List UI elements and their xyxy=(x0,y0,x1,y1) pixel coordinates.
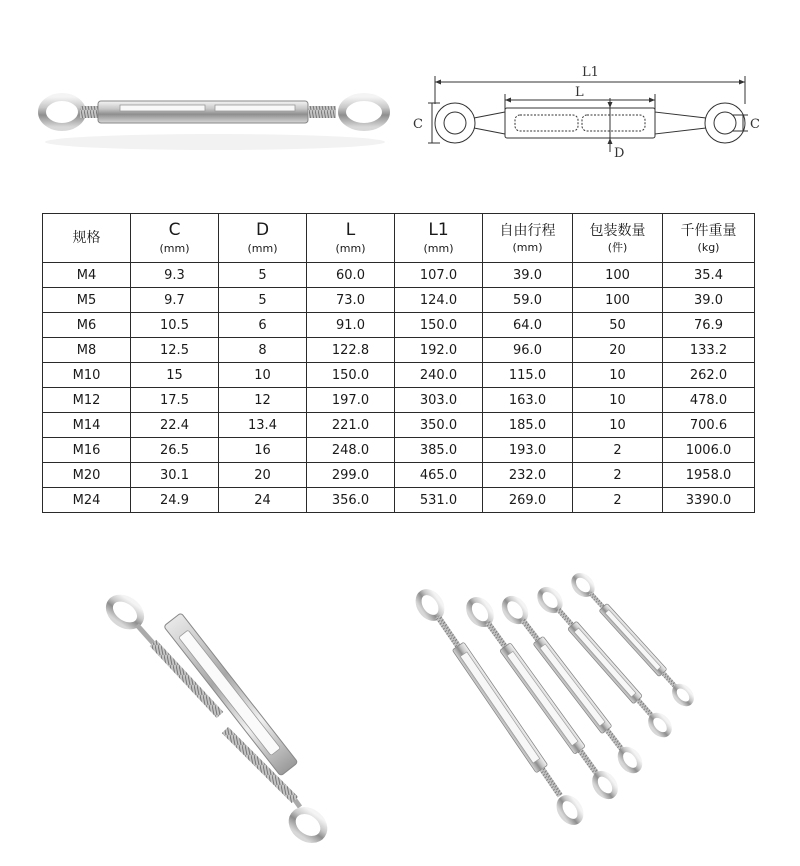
value-cell: 240.0 xyxy=(395,363,483,388)
spec-cell: M6 xyxy=(43,313,131,338)
value-cell: 10.5 xyxy=(131,313,219,338)
value-cell: 35.4 xyxy=(663,263,755,288)
spec-cell: M4 xyxy=(43,263,131,288)
header-weight: 千件重量 (kg) xyxy=(663,214,755,263)
label-c-right: C xyxy=(750,117,760,132)
table-header-row xyxy=(43,214,755,263)
header-c: C (mm) xyxy=(131,214,219,263)
value-cell: 10 xyxy=(573,363,663,388)
value-cell: 185.0 xyxy=(483,413,573,438)
value-cell: 59.0 xyxy=(483,288,573,313)
value-cell: 6 xyxy=(219,313,307,338)
value-cell: 122.8 xyxy=(307,338,395,363)
value-cell: 76.9 xyxy=(663,313,755,338)
dimension-diagram xyxy=(410,60,770,170)
value-cell: 478.0 xyxy=(663,388,755,413)
value-cell: 10 xyxy=(573,388,663,413)
value-cell: 9.3 xyxy=(131,263,219,288)
value-cell: 100 xyxy=(573,288,663,313)
label-l: L xyxy=(575,85,584,100)
label-d: D xyxy=(614,146,625,161)
header-free-travel: 自由行程 (mm) xyxy=(483,214,573,263)
value-cell: 26.5 xyxy=(131,438,219,463)
turnbuckle-photo-disassembled xyxy=(95,585,345,855)
spec-cell: M12 xyxy=(43,388,131,413)
spec-cell: M8 xyxy=(43,338,131,363)
table-row xyxy=(43,413,755,438)
value-cell: 197.0 xyxy=(307,388,395,413)
spec-cell: M16 xyxy=(43,438,131,463)
value-cell: 385.0 xyxy=(395,438,483,463)
value-cell: 163.0 xyxy=(483,388,573,413)
value-cell: 50 xyxy=(573,313,663,338)
value-cell: 16 xyxy=(219,438,307,463)
header-l1: L1 (mm) xyxy=(395,214,483,263)
value-cell: 73.0 xyxy=(307,288,395,313)
value-cell: 2 xyxy=(573,438,663,463)
value-cell: 60.0 xyxy=(307,263,395,288)
table-row xyxy=(43,438,755,463)
value-cell: 2 xyxy=(573,488,663,513)
value-cell: 10 xyxy=(219,363,307,388)
value-cell: 107.0 xyxy=(395,263,483,288)
table-row xyxy=(43,313,755,338)
value-cell: 221.0 xyxy=(307,413,395,438)
value-cell: 124.0 xyxy=(395,288,483,313)
spec-cell: M20 xyxy=(43,463,131,488)
value-cell: 5 xyxy=(219,263,307,288)
value-cell: 299.0 xyxy=(307,463,395,488)
value-cell: 700.6 xyxy=(663,413,755,438)
label-l1: L1 xyxy=(582,65,599,80)
value-cell: 15 xyxy=(131,363,219,388)
spec-table xyxy=(42,213,755,513)
value-cell: 350.0 xyxy=(395,413,483,438)
value-cell: 100 xyxy=(573,263,663,288)
value-cell: 303.0 xyxy=(395,388,483,413)
value-cell: 17.5 xyxy=(131,388,219,413)
value-cell: 10 xyxy=(573,413,663,438)
spec-cell: M10 xyxy=(43,363,131,388)
table-row xyxy=(43,488,755,513)
value-cell: 150.0 xyxy=(307,363,395,388)
value-cell: 5 xyxy=(219,288,307,313)
value-cell: 13.4 xyxy=(219,413,307,438)
value-cell: 133.2 xyxy=(663,338,755,363)
table-row xyxy=(43,363,755,388)
value-cell: 248.0 xyxy=(307,438,395,463)
header-spec: 规格 xyxy=(43,214,131,263)
value-cell: 12 xyxy=(219,388,307,413)
turnbuckle-photo-top xyxy=(30,70,400,160)
value-cell: 1006.0 xyxy=(663,438,755,463)
value-cell: 64.0 xyxy=(483,313,573,338)
table-row xyxy=(43,263,755,288)
spec-cell: M5 xyxy=(43,288,131,313)
value-cell: 192.0 xyxy=(395,338,483,363)
header-d: D (mm) xyxy=(219,214,307,263)
value-cell: 531.0 xyxy=(395,488,483,513)
header-l: L (mm) xyxy=(307,214,395,263)
value-cell: 20 xyxy=(219,463,307,488)
label-c-left: C xyxy=(413,117,423,132)
value-cell: 193.0 xyxy=(483,438,573,463)
value-cell: 24 xyxy=(219,488,307,513)
spec-cell: M24 xyxy=(43,488,131,513)
value-cell: 262.0 xyxy=(663,363,755,388)
value-cell: 232.0 xyxy=(483,463,573,488)
value-cell: 8 xyxy=(219,338,307,363)
value-cell: 1958.0 xyxy=(663,463,755,488)
value-cell: 30.1 xyxy=(131,463,219,488)
table-row xyxy=(43,388,755,413)
turnbuckle-item xyxy=(414,588,586,827)
value-cell: 39.0 xyxy=(483,263,573,288)
value-cell: 465.0 xyxy=(395,463,483,488)
value-cell: 91.0 xyxy=(307,313,395,338)
value-cell: 96.0 xyxy=(483,338,573,363)
value-cell: 3390.0 xyxy=(663,488,755,513)
table-row xyxy=(43,338,755,363)
value-cell: 9.7 xyxy=(131,288,219,313)
value-cell: 20 xyxy=(573,338,663,363)
value-cell: 39.0 xyxy=(663,288,755,313)
table-row xyxy=(43,288,755,313)
value-cell: 2 xyxy=(573,463,663,488)
value-cell: 24.9 xyxy=(131,488,219,513)
value-cell: 22.4 xyxy=(131,413,219,438)
value-cell: 269.0 xyxy=(483,488,573,513)
value-cell: 12.5 xyxy=(131,338,219,363)
header-pack-qty: 包装数量 (件) xyxy=(573,214,663,263)
value-cell: 356.0 xyxy=(307,488,395,513)
value-cell: 150.0 xyxy=(395,313,483,338)
spec-cell: M14 xyxy=(43,413,131,438)
value-cell: 115.0 xyxy=(483,363,573,388)
turnbuckle-photo-group xyxy=(405,560,735,860)
table-row xyxy=(43,463,755,488)
